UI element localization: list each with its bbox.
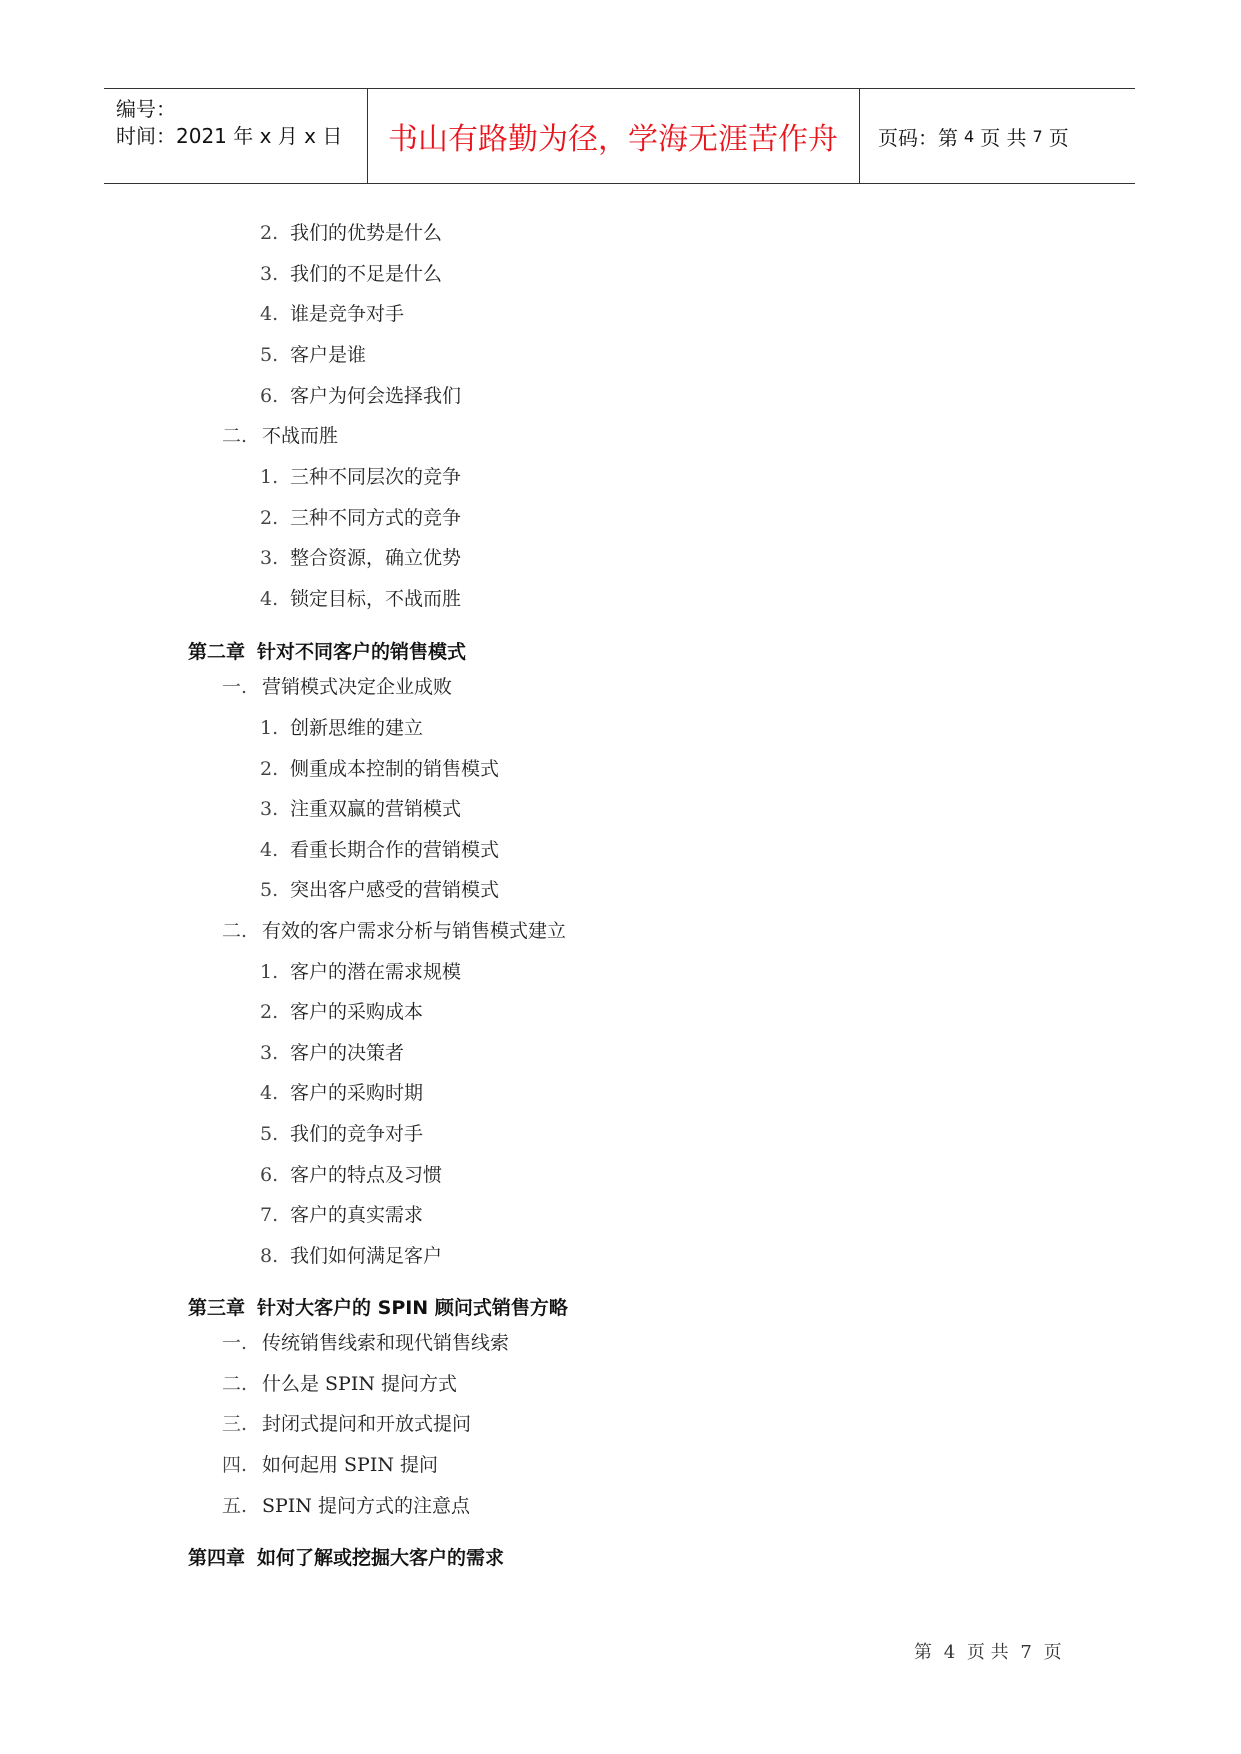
toc-item [260, 1241, 442, 1268]
toc-item-marker: 5. [260, 1123, 279, 1145]
toc-item-marker: 5. [260, 344, 279, 366]
toc-section-text: 有效的客户需求分析与销售模式建立 [262, 920, 567, 942]
toc-item [260, 1160, 442, 1187]
toc-chapter [188, 1293, 568, 1320]
toc-section-text: 如何起用 SPIN 提问 [262, 1454, 439, 1476]
toc-item [260, 381, 461, 408]
header-page-prefix: 页码：第 [878, 125, 958, 150]
toc-section-text: 封闭式提问和开放式提问 [262, 1413, 472, 1435]
toc-item-text: 客户的采购成本 [290, 1001, 424, 1023]
toc-section [222, 1409, 471, 1436]
header-divider-right [859, 89, 860, 183]
toc-item-text: 三种不同方式的竞争 [290, 507, 462, 529]
toc-chapter [188, 1543, 504, 1570]
toc-item-text: 侧重成本控制的销售模式 [290, 758, 500, 780]
toc-item-marker: 4. [260, 1082, 279, 1104]
toc-section-text: 不战而胜 [262, 425, 339, 447]
toc-section-marker: 二. [222, 425, 248, 447]
header-info [104, 89, 367, 183]
toc-item-text: 三种不同层次的竞争 [290, 466, 462, 488]
footer-page-prefix: 第 [914, 1642, 932, 1663]
toc-item-text: 我们的竞争对手 [290, 1123, 424, 1145]
toc-item [260, 299, 404, 326]
toc-item-marker: 5. [260, 879, 279, 901]
toc-item-text: 客户的特点及习惯 [290, 1164, 443, 1186]
page-header [104, 88, 1135, 184]
toc-item-marker: 3. [260, 1042, 279, 1064]
toc-item [260, 754, 499, 781]
toc-item-marker: 4. [260, 839, 279, 861]
toc-item-text: 锁定目标，不战而胜 [290, 588, 462, 610]
toc-section [222, 916, 566, 943]
toc-section-marker: 二. [222, 920, 248, 942]
footer-page-total: 7 [1020, 1642, 1032, 1663]
header-motto: 书山有路勤为径，学海无涯苦作舟 [388, 122, 838, 157]
toc-item [260, 462, 461, 489]
toc-chapter-title: 针对不同客户的销售模式 [257, 641, 467, 663]
toc-item [260, 713, 423, 740]
toc-item-marker: 1. [260, 466, 279, 488]
toc-item-marker: 6. [260, 385, 279, 407]
toc-item [260, 218, 442, 245]
toc-item-text: 客户是谁 [290, 344, 367, 366]
toc-section-marker: 一. [222, 676, 248, 698]
toc-item-marker: 7. [260, 1204, 279, 1226]
toc-item-marker: 1. [260, 717, 279, 739]
toc-chapter-title: 如何了解或挖掘大客户的需求 [257, 1547, 505, 1569]
toc-section [222, 1369, 457, 1396]
footer-page-mid: 页 共 [966, 1642, 1009, 1663]
toc-item-marker: 3. [260, 547, 279, 569]
toc-item-text: 客户为何会选择我们 [290, 385, 462, 407]
toc-item-marker: 3. [260, 263, 279, 285]
toc-item [260, 997, 423, 1024]
toc-item [260, 259, 442, 286]
toc-item-marker: 4. [260, 303, 279, 325]
toc-section [222, 1491, 470, 1518]
toc-item [260, 503, 461, 530]
toc-section-text: 传统销售线索和现代销售线索 [262, 1332, 510, 1354]
toc-chapter-number: 第三章 [188, 1297, 246, 1319]
document-time-label: 时间：2021 年 x 月 x 日 [116, 124, 343, 148]
header-page-mid: 页 共 [980, 125, 1027, 150]
toc-section [222, 421, 338, 448]
toc-chapter-title: 针对大客户的 SPIN 顾问式销售方略 [257, 1297, 568, 1319]
toc-item-marker: 2. [260, 507, 279, 529]
toc-item-marker: 4. [260, 588, 279, 610]
toc-item-text: 我们的优势是什么 [290, 222, 443, 244]
toc-item [260, 1078, 423, 1105]
toc-item-marker: 3. [260, 798, 279, 820]
toc-item-marker: 1. [260, 961, 279, 983]
toc-section-text: SPIN 提问方式的注意点 [262, 1495, 470, 1517]
header-page-indicator [864, 89, 1148, 183]
toc-item [260, 1200, 423, 1227]
toc-item-marker: 2. [260, 1001, 279, 1023]
toc-item-text: 创新思维的建立 [290, 717, 424, 739]
page-footer [914, 1638, 1068, 1664]
toc-item-text: 注重双赢的营销模式 [290, 798, 462, 820]
footer-page-current: 4 [943, 1642, 956, 1663]
toc-item-marker: 2. [260, 222, 279, 244]
toc-item-text: 客户的采购时期 [290, 1082, 424, 1104]
toc-chapter [188, 637, 466, 664]
toc-item [260, 1038, 404, 1065]
toc-item-text: 谁是竞争对手 [290, 303, 405, 325]
footer-page-suffix: 页 [1043, 1642, 1062, 1663]
toc-item-text: 我们的不足是什么 [290, 263, 443, 285]
toc-section [222, 672, 452, 699]
toc-section-marker: 四. [222, 1454, 248, 1476]
toc-item-text: 客户的决策者 [290, 1042, 405, 1064]
toc-item-marker: 2. [260, 758, 279, 780]
toc-item-marker: 6. [260, 1164, 279, 1186]
toc-section-text: 什么是 SPIN 提问方式 [262, 1373, 458, 1395]
header-page-total: 7 [1032, 126, 1043, 146]
toc-item [260, 543, 461, 570]
toc-chapter-number: 第四章 [188, 1547, 246, 1569]
toc-item-text: 突出客户感受的营销模式 [290, 879, 500, 901]
toc-section-marker: 三. [222, 1413, 248, 1435]
toc-section-marker: 一. [222, 1332, 248, 1354]
toc-section [222, 1450, 438, 1477]
toc-item-text: 客户的真实需求 [290, 1204, 424, 1226]
header-page-suffix: 页 [1048, 125, 1069, 150]
toc-item-text: 客户的潜在需求规模 [290, 961, 462, 983]
toc-item [260, 835, 499, 862]
toc-section [222, 1328, 509, 1355]
toc-item-text: 整合资源，确立优势 [290, 547, 462, 569]
toc-section-marker: 二. [222, 1373, 248, 1395]
toc-item-text: 看重长期合作的营销模式 [290, 839, 500, 861]
toc-chapter-number: 第二章 [188, 641, 246, 663]
header-page-current: 4 [964, 126, 975, 146]
toc-section-text: 营销模式决定企业成败 [262, 676, 453, 698]
toc-item [260, 1119, 423, 1146]
document-number-label: 编号： [116, 97, 176, 121]
toc-item [260, 340, 366, 367]
toc-item [260, 584, 461, 611]
toc-item-text: 我们如何满足客户 [290, 1245, 443, 1267]
toc-item [260, 957, 461, 984]
toc-item-marker: 8. [260, 1245, 279, 1267]
toc-section-marker: 五. [222, 1495, 248, 1517]
toc-item [260, 794, 461, 821]
toc-item [260, 875, 499, 902]
